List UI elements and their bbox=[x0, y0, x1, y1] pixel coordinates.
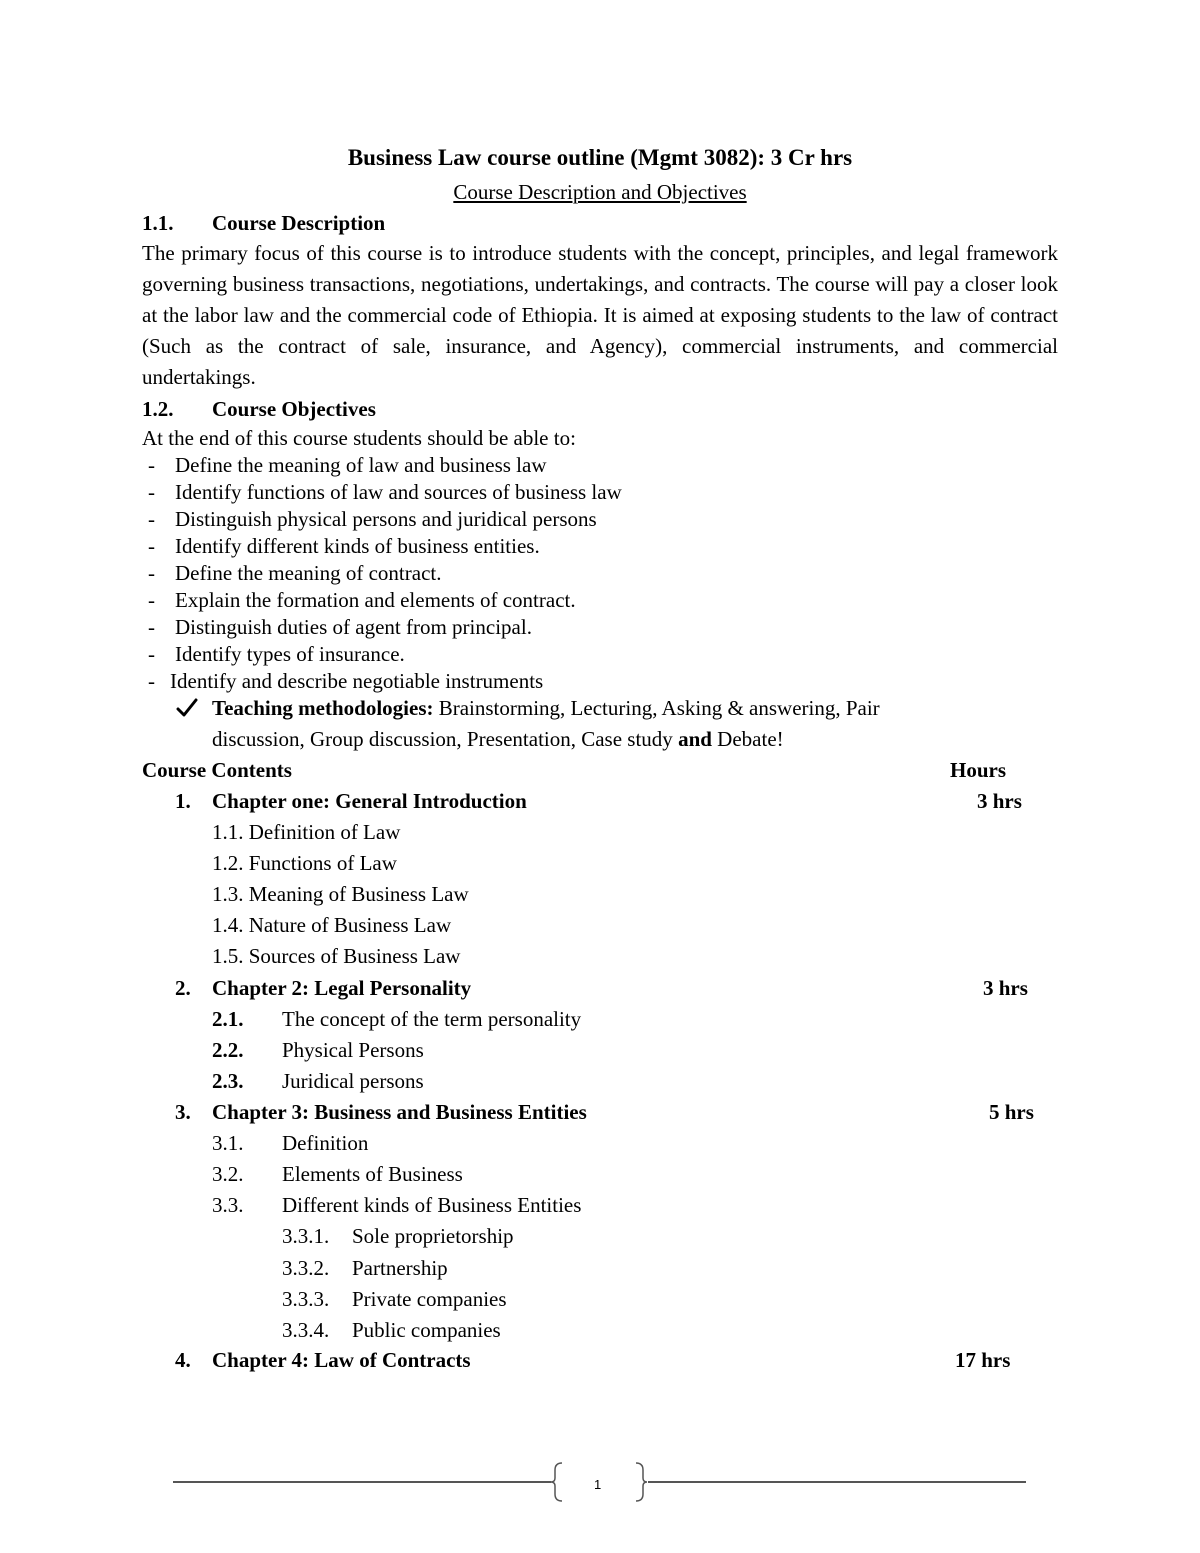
chapter-subitem: 3.3.3. Private companies bbox=[282, 1287, 507, 1311]
chapter-item: 1.3. Meaning of Business Law bbox=[212, 882, 469, 906]
left-brace-icon bbox=[550, 1462, 564, 1502]
teaching-label: Teaching methodologies: bbox=[212, 696, 434, 720]
chapter-hours: 3 hrs bbox=[983, 976, 1028, 1000]
chapter-item: 2.3. Juridical persons bbox=[212, 1069, 424, 1093]
check-icon bbox=[176, 698, 198, 718]
document-subtitle: Course Description and Objectives bbox=[453, 180, 747, 204]
list-item: - Identify types of insurance. bbox=[148, 642, 405, 666]
list-item: - Identify different kinds of business entities. bbox=[148, 534, 540, 558]
chapter-hours: 3 hrs bbox=[977, 789, 1022, 813]
list-item: - Identify functions of law and sources of business law bbox=[148, 480, 622, 504]
bullet-dash: - bbox=[148, 669, 155, 693]
chapter-item: 3.1. Definition bbox=[212, 1131, 369, 1155]
bullet-dash: - bbox=[148, 453, 155, 477]
chapter-title: Chapter 3: Business and Business Entities bbox=[212, 1100, 587, 1124]
list-item: - Explain the formation and elements of contract. bbox=[148, 588, 576, 612]
course-description-paragraph: The primary focus of this course is to introduce students with the concept, principles, and legal framework governing business transactions, negotiations, undertakings, and contracts. The course will pay a closer look at the labor law and the commercial code of Ethiopia. It is aimed at exposing students to the law of contract (Such as the contract of sale, insurance, and Agency), commercial instruments, and commercial undertakings. bbox=[142, 241, 1058, 389]
list-item: - Define the meaning of law and business law bbox=[148, 453, 547, 477]
chapter-item: 1.4. Nature of Business Law bbox=[212, 913, 452, 937]
list-item: - Distinguish duties of agent from principal. bbox=[148, 615, 532, 639]
chapter-item: 1.5. Sources of Business Law bbox=[212, 944, 461, 968]
chapter-subitem: 3.3.4. Public companies bbox=[282, 1318, 501, 1342]
page-number: 1 bbox=[594, 1477, 602, 1492]
chapter-subitem: 3.3.1. Sole proprietorship bbox=[282, 1224, 514, 1248]
chapter-item: 1.1. Definition of Law bbox=[212, 820, 401, 844]
list-item: - Identify and describe negotiable instruments bbox=[148, 669, 544, 693]
section-number-1-2: 1.2. bbox=[142, 397, 174, 421]
chapter-number: 4. bbox=[175, 1348, 191, 1372]
teaching-methodologies-cont: discussion, Group discussion, Presentation, Case study and Debate! bbox=[212, 727, 784, 751]
chapter-number: 2. bbox=[175, 976, 191, 1000]
bullet-dash: - bbox=[148, 615, 155, 639]
bullet-dash: - bbox=[148, 507, 155, 531]
list-item: - Distinguish physical persons and juridical persons bbox=[148, 507, 597, 531]
section-heading-objectives: Course Objectives bbox=[212, 397, 376, 421]
teaching-methodologies: Teaching methodologies: Brainstorming, Lecturing, Asking & answering, Pair bbox=[212, 696, 880, 720]
contents-heading: Course Contents bbox=[142, 758, 292, 782]
section-number-1-1: 1.1. bbox=[142, 211, 174, 235]
document-title: Business Law course outline (Mgmt 3082): 3 Cr hrs bbox=[347, 145, 853, 170]
chapter-item: 2.1. The concept of the term personality bbox=[212, 1007, 582, 1031]
chapter-item: 1.2. Functions of Law bbox=[212, 851, 397, 875]
chapter-item: 3.2. Elements of Business bbox=[212, 1162, 463, 1186]
chapter-item: 2.2. Physical Persons bbox=[212, 1038, 424, 1062]
chapter-subitem: 3.3.2. Partnership bbox=[282, 1256, 448, 1280]
chapter-title: Chapter 4: Law of Contracts bbox=[212, 1348, 471, 1372]
chapter-hours: 5 hrs bbox=[989, 1100, 1034, 1124]
bullet-dash: - bbox=[148, 561, 155, 585]
chapter-number: 1. bbox=[175, 789, 191, 813]
bullet-dash: - bbox=[148, 534, 155, 558]
chapter-number: 3. bbox=[175, 1100, 191, 1124]
chapter-hours: 17 hrs bbox=[955, 1348, 1011, 1372]
bullet-dash: - bbox=[148, 480, 155, 504]
chapter-title: Chapter 2: Legal Personality bbox=[212, 976, 472, 1000]
bullet-dash: - bbox=[148, 642, 155, 666]
list-item: - Define the meaning of contract. bbox=[148, 561, 442, 585]
footer-rule-left bbox=[173, 1481, 551, 1483]
chapter-title: Chapter one: General Introduction bbox=[212, 789, 527, 813]
bullet-dash: - bbox=[148, 588, 155, 612]
objectives-intro: At the end of this course students should be able to: bbox=[142, 426, 576, 450]
hours-heading: Hours bbox=[950, 758, 1007, 782]
right-brace-icon bbox=[634, 1462, 648, 1502]
footer-rule-right bbox=[648, 1481, 1026, 1483]
section-heading-description: Course Description bbox=[212, 211, 386, 235]
chapter-item: 3.3. Different kinds of Business Entities bbox=[212, 1193, 582, 1217]
